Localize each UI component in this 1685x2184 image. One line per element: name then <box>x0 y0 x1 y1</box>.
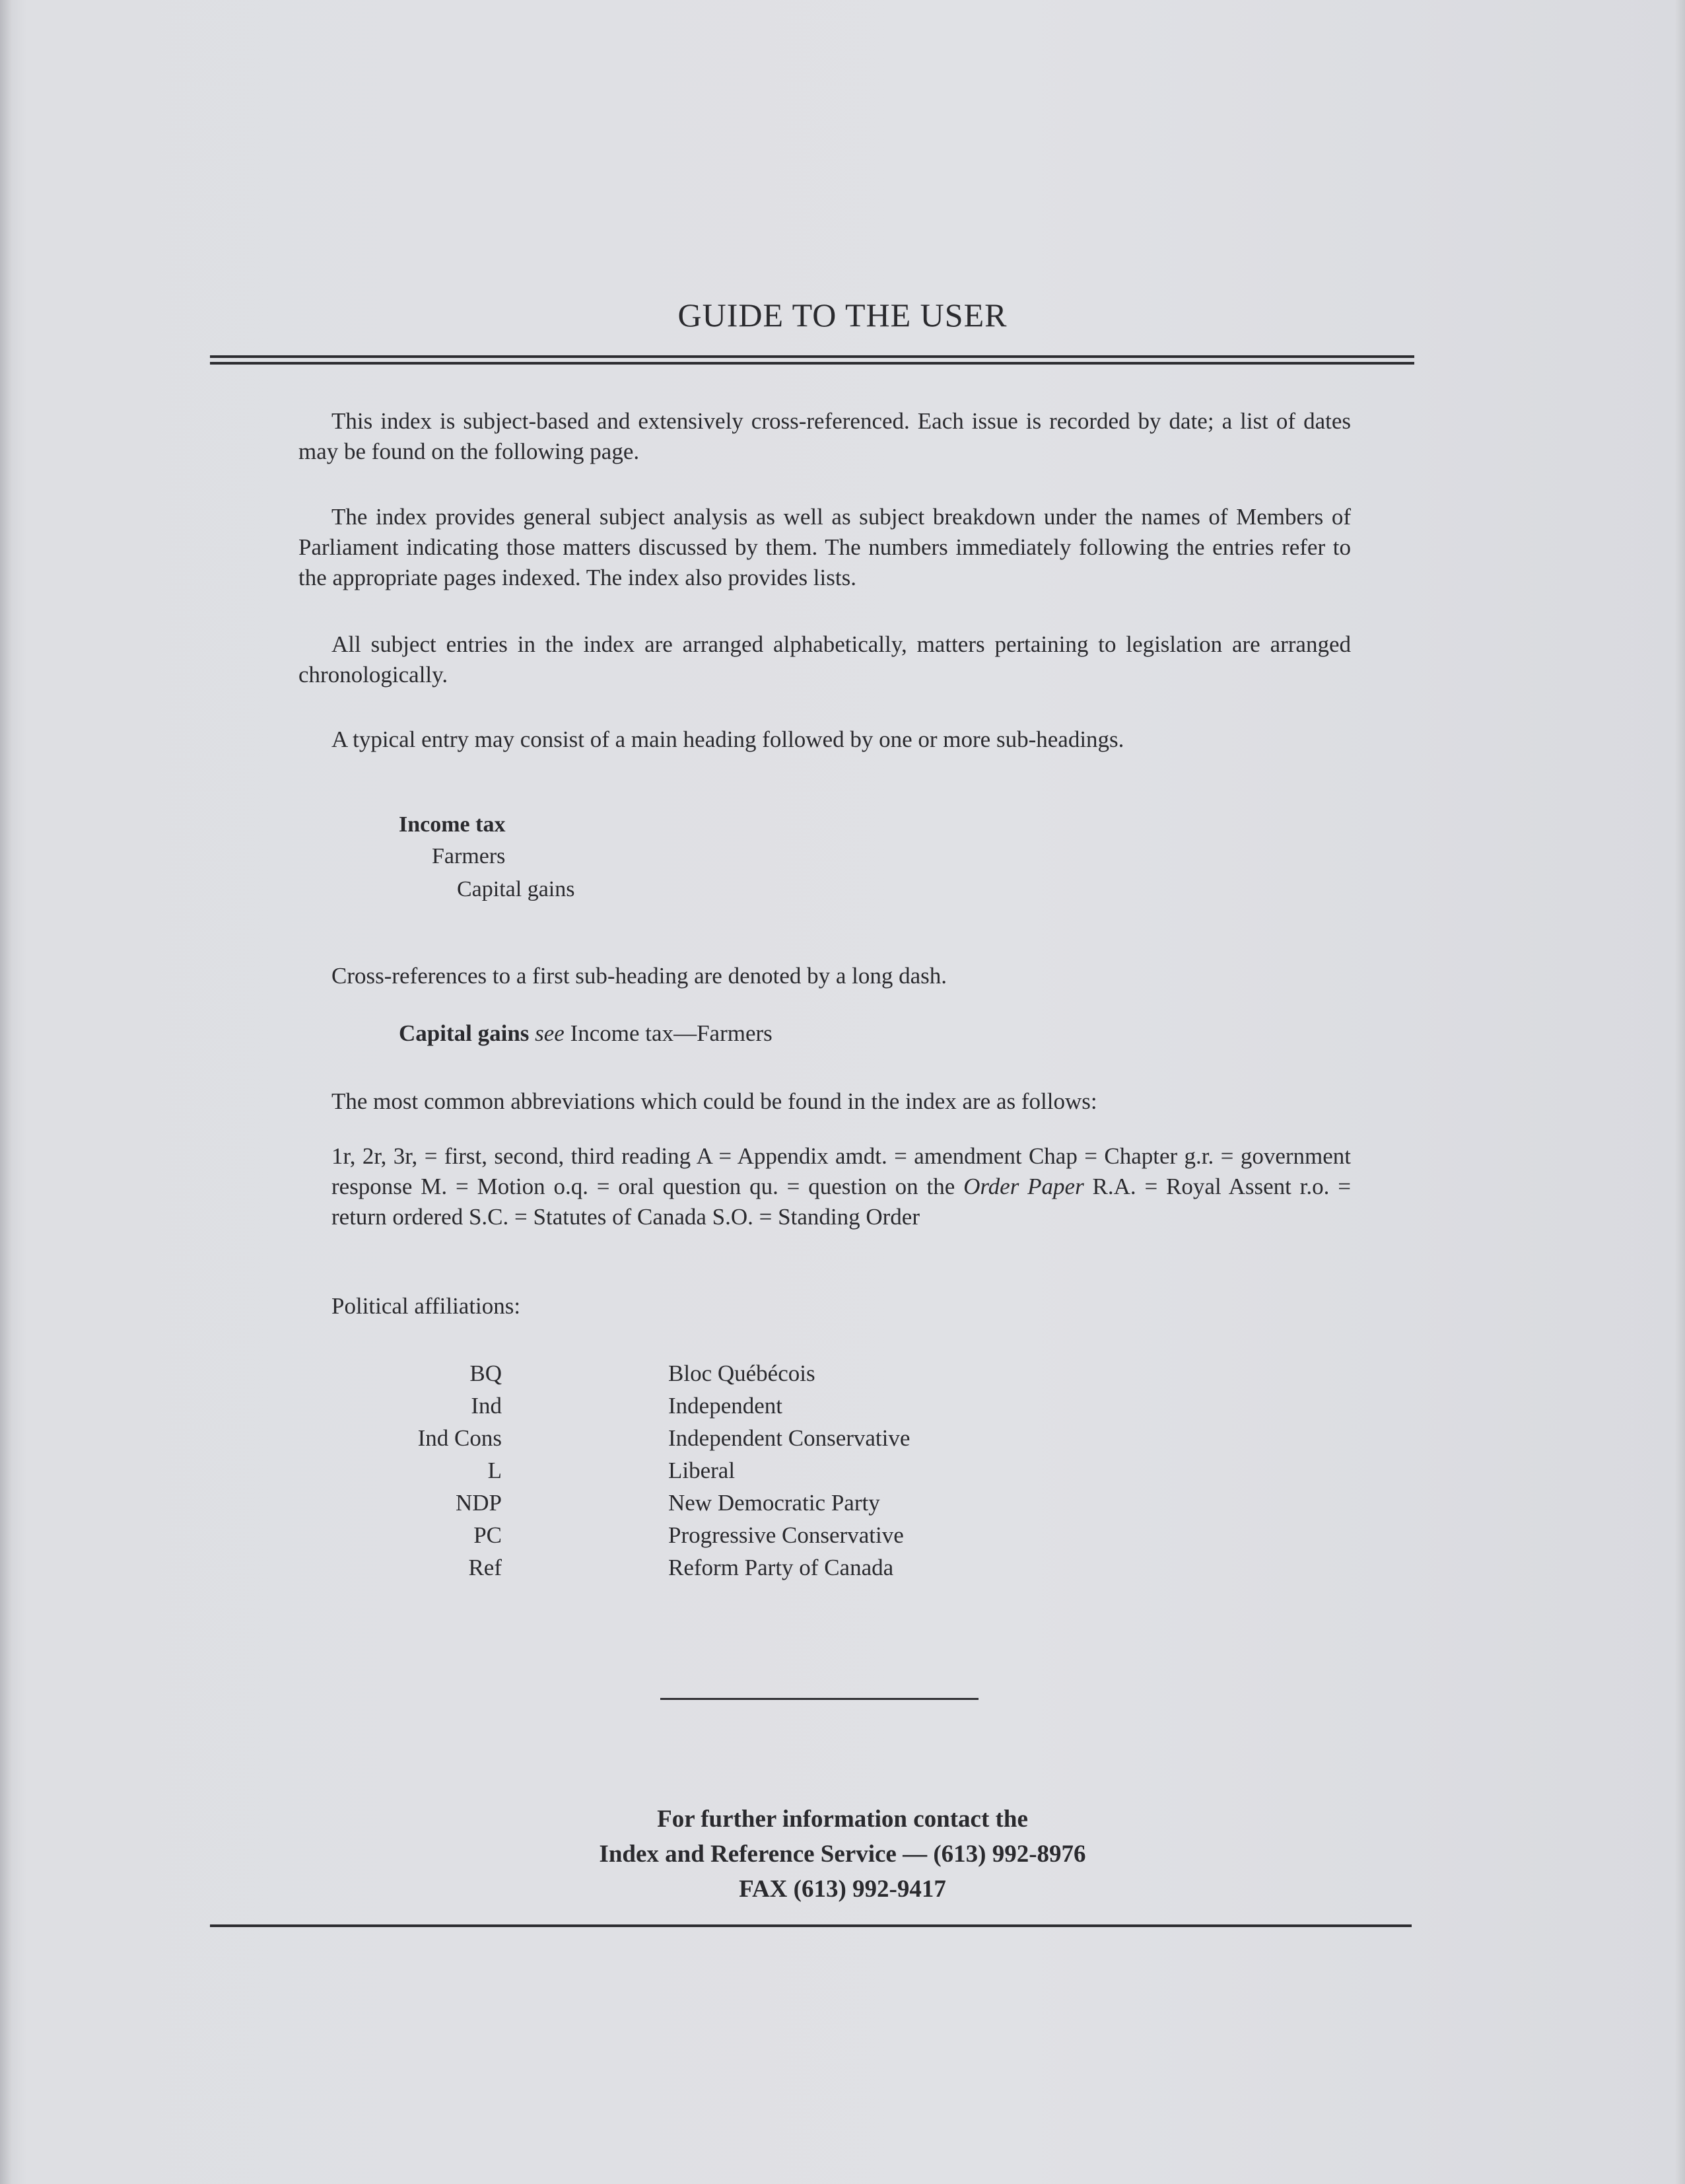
xref-see: see <box>535 1020 565 1046</box>
affiliation-row <box>370 1519 1030 1551</box>
abbreviations-part-1: 1r, 2r, 3r, = first, second, third reading A = Appendix amdt. = amendment Chap = Chapter g.r. = government response M. = Motion o.q. = oral question qu. = question on the <box>331 1143 1351 1199</box>
affiliation-name: Liberal <box>668 1458 736 1483</box>
affiliation-code: NDP <box>455 1490 502 1516</box>
affiliation-name: Reform Party of Canada <box>668 1555 894 1580</box>
section-divider <box>660 1698 979 1700</box>
entry-text: A typical entry may consist of a main heading followed by one or more sub-headings. <box>331 726 1124 752</box>
affiliation-name: Bloc Québécois <box>668 1360 815 1386</box>
analysis-text: The index provides general subject analysis as well as subject breakdown under the names of Members of Parliament indicating those matters discussed by them. The numbers immediately following the entries refer to the appropriate pages indexed. The index also provides lists. <box>298 504 1351 590</box>
affiliation-row <box>370 1487 1030 1519</box>
cross-reference-example <box>399 1018 773 1049</box>
contact-block <box>0 1802 1685 1907</box>
abbreviations-part-2: R.A. = Royal Assent r.o. = return ordered S.C. = Statutes of Canada S.O. = Standing Order <box>331 1174 1351 1230</box>
entry-paragraph <box>298 724 1351 755</box>
contact-line-2: Index and Reference Service — (613) 992-8976 <box>599 1841 1086 1868</box>
arrangement-text: All subject entries in the index are arranged alphabetically, matters pertaining to legislation are arranged chronologically. <box>298 631 1351 687</box>
page-title: GUIDE TO THE USER <box>677 297 1008 334</box>
cross-reference-text: Cross-references to a first sub-heading are denoted by a long dash. <box>331 963 947 989</box>
affiliation-name: New Democratic Party <box>668 1490 880 1516</box>
bottom-rule <box>210 1924 1412 1927</box>
cross-reference-paragraph <box>298 961 1351 991</box>
affiliation-row <box>370 1454 1030 1487</box>
affiliation-name: Independent Conservative <box>668 1425 911 1451</box>
affiliations-table <box>370 1357 1030 1584</box>
example-main-heading: Income tax <box>399 812 506 837</box>
affiliation-row <box>370 1390 1030 1422</box>
affiliation-code: Ind <box>471 1393 502 1419</box>
abbreviations-intro <box>298 1086 1351 1117</box>
contact-line-3: FAX (613) 992-9417 <box>739 1876 946 1903</box>
affiliation-code: Ref <box>468 1555 502 1580</box>
abbreviations-intro-text: The most common abbreviations which could be found in the index are as follows: <box>331 1088 1097 1114</box>
abbreviations-list <box>331 1141 1351 1232</box>
title-double-rule <box>210 355 1414 365</box>
affiliations-heading-text: Political affiliations: <box>331 1293 521 1319</box>
affiliation-row <box>370 1357 1030 1390</box>
affiliation-name: Progressive Conservative <box>668 1522 904 1548</box>
intro-paragraph <box>298 406 1351 467</box>
affiliation-code: BQ <box>469 1360 502 1386</box>
intro-text: This index is subject-based and extensively cross-referenced. Each issue is recorded by date; a list of dates may be found on the following page. <box>298 408 1351 464</box>
contact-line-1: For further information contact the <box>657 1806 1028 1833</box>
affiliations-heading <box>298 1291 1351 1321</box>
xref-heading: Capital gains <box>399 1020 530 1046</box>
xref-target: Income tax—Farmers <box>570 1020 773 1046</box>
arrangement-paragraph <box>298 629 1351 690</box>
affiliation-code: L <box>487 1458 502 1483</box>
abbreviations-italic: Order Paper <box>963 1174 1084 1199</box>
example-sub-heading-2: Capital gains <box>457 877 575 901</box>
affiliation-row <box>370 1422 1030 1454</box>
affiliation-row <box>370 1551 1030 1584</box>
example-sub-heading-1: Farmers <box>432 844 506 868</box>
affiliation-name: Independent <box>668 1393 782 1419</box>
affiliation-code: PC <box>473 1522 502 1548</box>
analysis-paragraph <box>298 502 1351 593</box>
affiliation-code: Ind Cons <box>417 1425 502 1451</box>
